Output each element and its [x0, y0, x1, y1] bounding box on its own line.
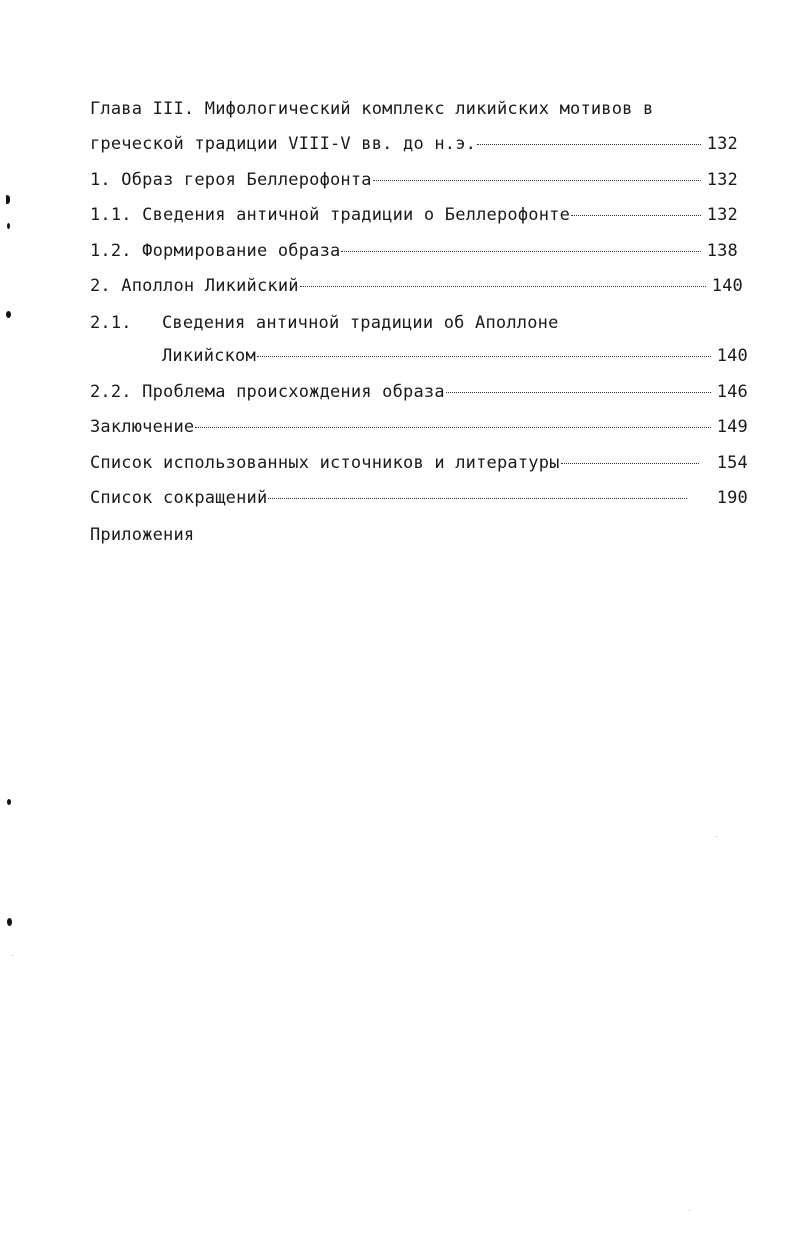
- toc-entry: [90, 381, 748, 403]
- dot-leader: [373, 179, 701, 181]
- scan-mark: [7, 223, 10, 229]
- toc-entry: [90, 416, 748, 438]
- page-number: 190: [716, 488, 748, 508]
- scan-mark: [7, 799, 11, 805]
- toc-entry: [90, 204, 738, 226]
- toc-entry-number: 2.1.: [90, 313, 132, 333]
- dot-leader: [446, 391, 711, 393]
- dot-leader: [571, 214, 701, 216]
- page-number: 140: [711, 276, 743, 296]
- toc-entry-title: 1.2. Формирование образа: [90, 241, 341, 261]
- appendix-heading: Приложения: [90, 525, 195, 545]
- dot-leader: [257, 355, 711, 357]
- page-number: 132: [706, 205, 738, 225]
- dot-leader: [341, 250, 700, 252]
- toc-entry-title-line2: Ликийском: [162, 346, 256, 366]
- toc-entry: [162, 345, 748, 367]
- dot-leader: [268, 497, 686, 499]
- chapter-heading-line1: Глава III. Мифологический комплекс ликийских мотивов в: [90, 99, 654, 119]
- toc-entry: [90, 487, 748, 509]
- page-number: 132: [706, 134, 738, 154]
- page-number: 132: [706, 170, 738, 190]
- toc-entry-title: Список использованных источников и литературы: [90, 453, 560, 473]
- page-number: 146: [716, 382, 748, 402]
- scan-speck: [689, 1210, 690, 1211]
- chapter-heading-line2: греческой традиции VIII-V вв. до н.э.: [90, 134, 477, 154]
- scan-speck: [716, 836, 717, 837]
- toc-entry-chapter: [90, 133, 738, 155]
- page-number: 149: [716, 417, 748, 437]
- scan-mark: [6, 195, 10, 204]
- toc-entry-title: 1.1. Сведения античной традиции о Беллерофонте: [90, 205, 571, 225]
- dot-leader: [195, 426, 710, 428]
- dot-leader: [477, 143, 701, 145]
- toc-entry-title-line1: Сведения античной традиции об Аполлоне: [162, 313, 559, 333]
- page-number: 140: [716, 346, 748, 366]
- scan-mark: [6, 311, 11, 318]
- toc-entry: [90, 452, 748, 474]
- scan-mark: [7, 918, 12, 926]
- toc-entry: [90, 275, 743, 297]
- page-number: 154: [716, 453, 748, 473]
- toc-entry-title: 2.2. Проблема происхождения образа: [90, 382, 445, 402]
- dot-leader: [561, 462, 699, 464]
- toc-entry-title: Заключение: [90, 417, 195, 437]
- toc-entry-title: 1. Образ героя Беллерофонта: [90, 170, 372, 190]
- dot-leader: [300, 285, 706, 287]
- toc-entry: [90, 240, 738, 262]
- toc-entry: [90, 169, 738, 191]
- scan-speck: [12, 955, 13, 956]
- toc-entry-title: Список сокращений: [90, 488, 268, 508]
- toc-entry-title: 2. Аполлон Ликийский: [90, 276, 299, 296]
- page-number: 138: [706, 241, 738, 261]
